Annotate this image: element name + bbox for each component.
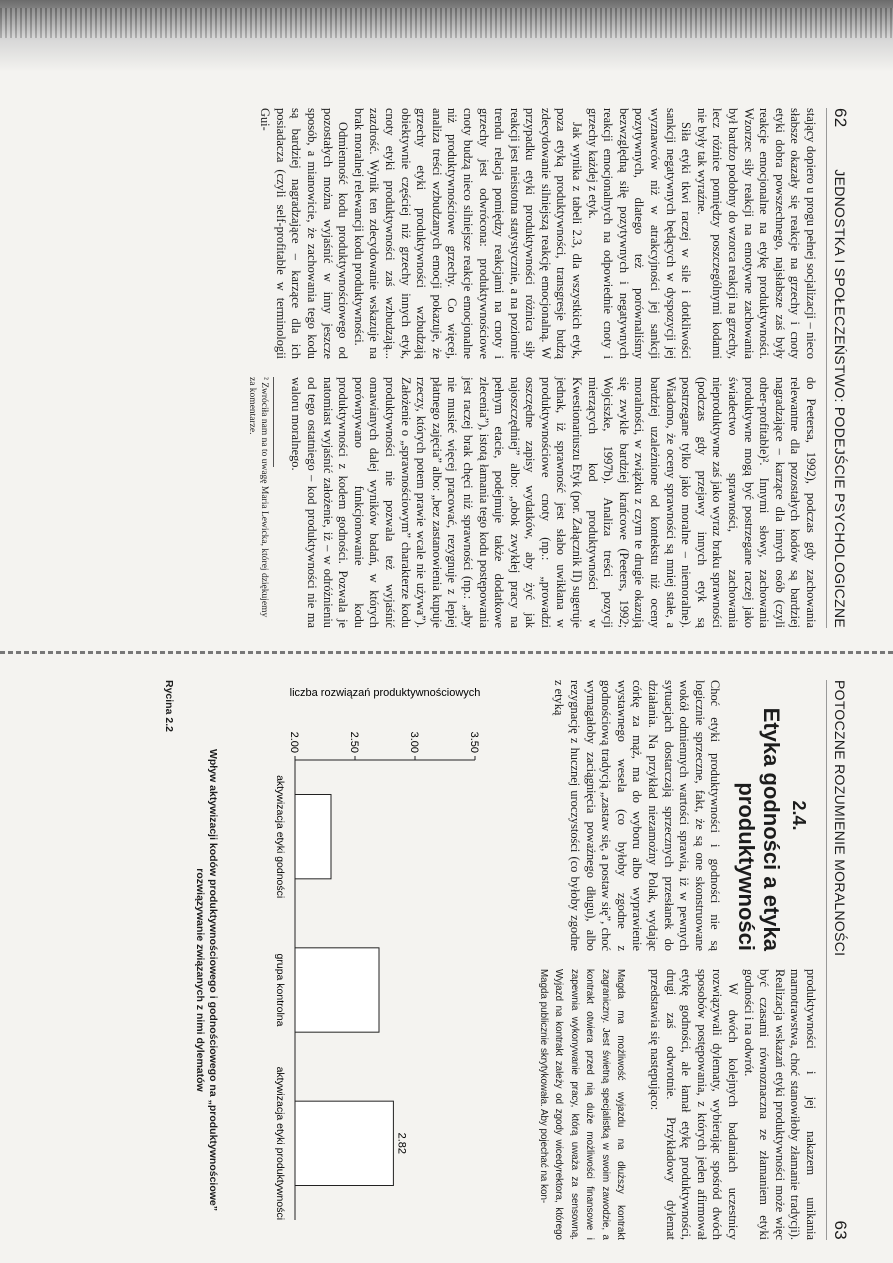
bar <box>295 1101 393 1185</box>
y-tick-label: 2.50 <box>348 731 361 753</box>
footnote-divider <box>273 377 274 467</box>
dilemma-example-box: Magda ma możliwość wyjazdu na dłuższy kontrakt zagraniczny. Jest świetną specjalistką w swoim zawodzie, a kontrakt otwiera przed nią duże możliwości finansowe i zapewnia wykonywanie pracy, którą uważa za sensowną. Wyjazd na kontrakt zależy od zgody wicedyrektora, którego Magda publicznie skrytykowała. Aby pojechać na kon- <box>537 969 627 1240</box>
text-column-left <box>535 680 818 951</box>
page-number: 62 <box>831 108 850 128</box>
paragraph: produktywności i jej nakazem unikania marnotrawstwa, choć stanowiłoby złamanie tradycji). Realizacja wskazań etyki produktywności może więc być czasami równoznaczna ze złamaniem etyki godności i na odwrót. <box>741 969 818 1240</box>
data-label: 2.82 <box>395 1132 408 1155</box>
paragraph: stający dopiero u progu pełnej socjalizacji – nieco słabsze okazały się reakcje na grzechy i cnoty etyki dobra powszechnego, najsłabsze zaś były reakcje emocjonalne na etykę produktywności. Wzorzec siły reakcji na emotywne zachowania był bardzo podobny do wzorca reakcji na grzechy, lecz różnice pomiędzy poszczególnymi kodami nie były tak wyraźne. <box>694 108 818 359</box>
figure-caption: Wpływ aktywizacji kodów produktywnościowego i godnościowego na „produktywnościowe” rozwiązywanie związanych z nimi dylematów <box>194 748 220 1212</box>
page-number: 63 <box>831 1220 850 1240</box>
x-tick-label: aktywizacja etyki godności <box>274 775 287 899</box>
running-head-62 <box>826 108 850 628</box>
y-tick-label: 2.00 <box>288 731 301 753</box>
y-tick-label: 3.50 <box>468 731 481 753</box>
paragraph: Odmienność kodu produktywnościowego od pozostałych można wyjaśnić w inny jeszcze sposób, a mianowicie, że zachowania tego kodu są bardziej nagradzające – karzące dla ich posiadacza (czyli self-profitable w terminologii Gui- <box>258 108 351 359</box>
x-tick-label: grupa kontrolna <box>274 953 287 1027</box>
figure-label: Rycina 2.2 <box>163 680 176 732</box>
page-fold-line <box>0 651 893 654</box>
bar <box>295 795 331 879</box>
text-column-right <box>535 969 818 1240</box>
page-63 <box>60 680 850 1240</box>
y-axis-label: liczba rozwiązań produktywnościowych <box>290 687 481 699</box>
x-tick-label: aktywizacja etyki produktywności <box>274 1066 287 1221</box>
paragraph: Jak wynika z tabeli 2.3, dla wszystkich etyk, poza etyką produktywności, transgresje budzą zdecydowanie silniejszą reakcję emocjonalną. W przypadku etyki produktywności różnica siły reakcji jest nieistotna statystycznie, a na poziomie trendu relacja pomiędzy reakcjami na cnoty i grzechy jest odwrócona: produktywnościowe cnoty budzą nieco silniejsze reakcje emocjonalne niż produktywnościowe grzechy. Co więcej, analiza treści wzbudzanych emocji pokazuje, że grzechy etyki produktywności wzbudzają obiektywnie częściej niż grzechy innych etyk, cnoty etyki produktywności zaś wzbudzają... zazdrość. Wynik ten zdecydowanie wskazuje na brak moralnej relewancji kodu produktywności. <box>351 108 585 359</box>
bar <box>295 948 379 1032</box>
text-column-left <box>246 108 818 359</box>
bar-chart <box>225 680 495 1240</box>
section-title: Etyka godności a etyka produktywności <box>734 707 785 951</box>
paragraph: W dwóch kolejnych badaniach uczestnicy rozwiązywali dylematy, wybierając spośród dwóch sposobów postępowania, z których jeden afirmował etykę godności, ale łamał etykę produktywności, drugi zaś odwrotnie. Przykładowy dylemat przedstawia się następująco: <box>648 969 741 1240</box>
y-tick-label: 3.00 <box>408 731 421 753</box>
paragraph: Choć etyki produktywności i godności nie są logicznie sprzeczne, fakt, że są one skonstruowane wokół odmiennych wartości sprawia, iż w pewnych sytuacjach dostarczają sprzecznych przesłanek do działania. Na przykład niezamożny Polak, wydając córkę za mąż, ma do wyboru albo wyprawienie wystawnego wesela (co byłoby zgodne z godnościową tradycją „zastaw się, a postaw się”, choć wymagałoby zaciągnięcia poważnego długu), albo rezygnację z hucznej uroczystości (co byłoby zgodne z etyką <box>552 680 723 951</box>
paragraph: Siła etyki tkwi raczej w sile i dotkliwości sankcji negatywnych będących w dyspozycji jej wyznawców niż w atrakcyjności jej sankcji pozytywnych, dlatego też porównaliśmy bezwzględną siłę pozytywnych i negatywnych reakcji emocjonalnych na odpowiednie cnoty i grzechy każdej z etyk. <box>585 108 694 359</box>
running-head-title: POTOCZNE ROZUMIENIE MORALNOŚCI <box>832 680 848 957</box>
running-head-63 <box>826 680 850 1240</box>
footnote: ² Zwróciła nam na to uwagę Maria Lewicka, której dziękujemy za komentarze. <box>247 377 269 618</box>
scan-edge-shadow <box>0 0 893 72</box>
running-head-title: JEDNOSTKA I SPOŁECZEŃSTWO: PODEJŚCIE PSYCHOLOGICZNE <box>832 169 848 628</box>
section-number: 2.4. <box>789 800 809 831</box>
figure-2-2 <box>165 680 495 1240</box>
text-column-right <box>246 377 818 628</box>
paragraph: do Peetersa, 1992), podczas gdy zachowania relewantne dla pozostałych kodów są bardziej nagradzające – karzące dla innych osób (czyli other-profitable)². Innymi słowy, zachowania produktywne mogą być postrzegane raczej jako świadectwo sprawności, zachowania nieproduktywne zaś jako wyraz braku sprawności (podczas gdy przejawy innych etyk są postrzegane tylko jako moralne – niemoralne). Wiadomo, że oceny sprawności są mniej stałe, a bardziej uzależnione od kontekstu niż oceny moralności, w związku z czym te drugie okazują się zwykle bardziej krańcowe (Peeters, 1992; Wojciszke, 1997b). Analiza treści pozycji mierzących kod produktywności w Kwestionariuszu Etyk (por. Załącznik II) sugeruje jednak, iż sprawność jest słabo uwikłana w produktywnościowe cnoty (np.: „prowadzi oszczędne zapisy wydatków, aby żyć jak najoszczędniej” albo: „obok zwykłej pracy na pełnym etacie, podejmuje także dodatkowe zlecenia”), istotą łamania tego kodu postępowania jest raczej brak chęci niż sprawności (np.: „aby nie musieć więcej pracować, rezygnuje z lepiej płatnego zajęcia” albo: „bez zastanowienia kupuje rzeczy, których potem prawie wcale nie używa”). Założenie o „sprawnościowym” charakterze kodu produktywności nie pozwala też wyjaśnić omawianych dalej wyników badań, w których porównywano funkcjonowanie kodu produktywności z kodem godności. Pozwala je natomiast wyjaśnić założenie, iż – w odróżnieniu od tego ostatniego – kod produktywności nie ma waloru moralnego. <box>289 377 818 628</box>
page-62 <box>80 108 850 628</box>
